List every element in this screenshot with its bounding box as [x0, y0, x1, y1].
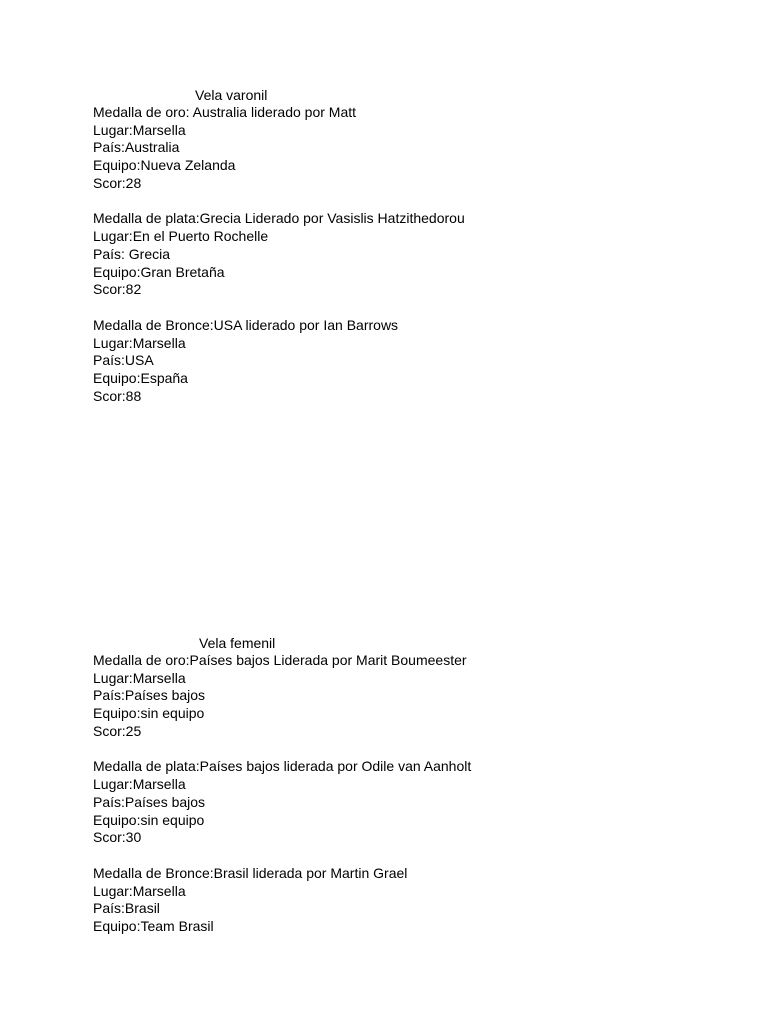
medal-country: País:USA	[93, 352, 154, 369]
medal-heading: Medalla de oro: Australia liderado por Matt	[93, 104, 357, 120]
medal-heading: Medalla de plata:Países bajos liderada por Odile van Aanholt	[93, 758, 472, 775]
medal-place: Lugar:Marsella	[93, 882, 186, 899]
medal-place: Lugar:Marsella	[93, 776, 186, 793]
medal-score: Scor:88	[93, 387, 142, 404]
medal-entry-men-silver	[93, 210, 693, 298]
medal-country: País:Brasil	[93, 900, 160, 917]
medal-heading: Medalla de Bronce:USA liderado por Ian Barrows	[93, 316, 399, 333]
medal-team: Equipo:sin equipo	[93, 705, 205, 722]
section-title-women: Vela femenil	[199, 635, 276, 651]
medal-score: Scor:28	[93, 174, 142, 191]
section-women-sailing	[93, 634, 693, 936]
medal-place: Lugar:Marsella	[93, 121, 186, 138]
medal-team: Equipo:España	[93, 369, 188, 386]
medal-place: Lugar:En el Puerto Rochelle	[93, 228, 269, 245]
medal-entry-women-bronze	[93, 865, 693, 936]
medal-team: Equipo:sin equipo	[93, 811, 205, 828]
medal-country: País:Australia	[93, 139, 180, 156]
medal-country: País:Países bajos	[93, 793, 206, 810]
medal-country: País: Grecia	[93, 245, 171, 262]
medal-score: Scor:30	[93, 829, 142, 846]
medal-place: Lugar:Marsella	[93, 334, 186, 351]
medal-entry-men-bronze	[93, 317, 693, 405]
medal-heading: Medalla de oro:Países bajos Liderada por Marit Boumeester	[93, 652, 467, 668]
medal-heading: Medalla de plata:Grecia Liderado por Vasislis Hatzithedorou	[93, 210, 465, 227]
section-men-sailing	[93, 86, 693, 405]
medal-entry-women-gold	[93, 652, 693, 740]
medal-entry-women-silver	[93, 758, 693, 846]
section-title-men: Vela varonil	[195, 87, 268, 103]
medal-entry-men-gold	[93, 104, 693, 192]
medal-score: Scor:82	[93, 281, 142, 298]
medal-place: Lugar:Marsella	[93, 669, 186, 686]
medal-country: País:Países bajos	[93, 687, 206, 704]
medal-score: Scor:25	[93, 722, 142, 739]
medal-team: Equipo:Team Brasil	[93, 917, 214, 934]
medal-team: Equipo:Nueva Zelanda	[93, 157, 236, 174]
medal-heading: Medalla de Bronce:Brasil liderada por Martin Grael	[93, 864, 408, 881]
medal-team: Equipo:Gran Bretaña	[93, 263, 225, 280]
